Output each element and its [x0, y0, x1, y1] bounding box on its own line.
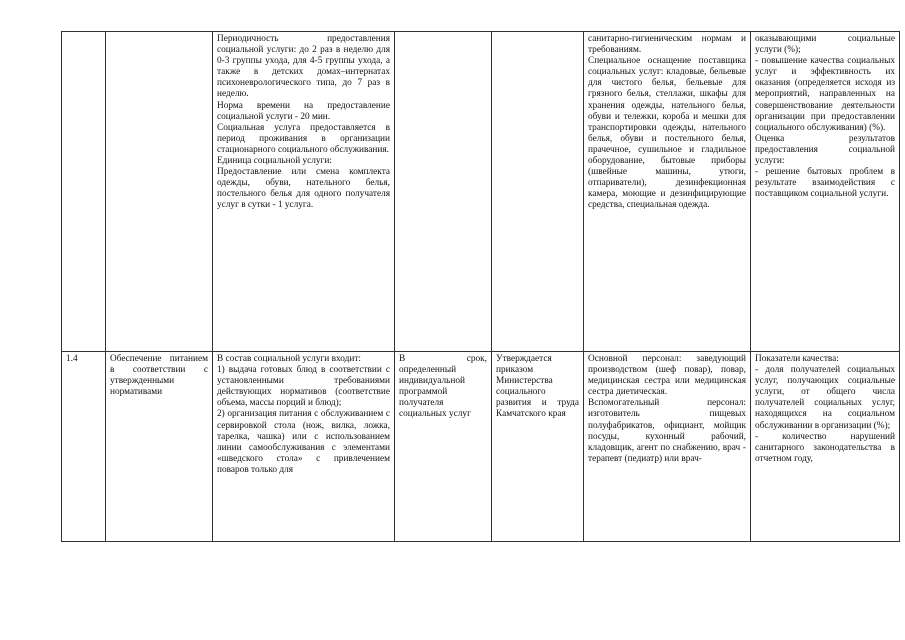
- service-name-cell: Обеспечение питанием в соответствии с утвержденными нормативами: [106, 352, 213, 542]
- table-row: [62, 32, 900, 352]
- service-indicators-cell: оказывающими социальные услуги (%); - повышение качества социальных услуг и эффективность их оказания (определяется исходя из мероприятий, направленных на совершенствование деятельности организации при предоставлении социального обслуживания) (%). Оценка результатов предоставления социальной услуги: - решение бытовых проблем в результате взаимодействия с поставщиком социальной услуги.: [751, 32, 900, 352]
- row-number-cell: [62, 32, 106, 352]
- row-number-cell: 1.4: [62, 352, 106, 542]
- service-name-cell: [106, 32, 213, 352]
- social-services-table: [61, 31, 900, 542]
- service-conditions-cell: санитарно-гигиеническим нормам и требованиям. Специальное оснащение поставщика социальных услуг: кладовые, бельевые для чистого белья, бельевые для грязного белья, стеллажи, шкафы для хранения одежды, нательного белья, обуви и тележки, короба и мешки для транспортировки одежды, нательного белья, обуви и постельного белья, прачечное, сушильное и гладильное оборудование, бытовые приборы (швейные машины, утюги, отпариватели), дезинфекционная камера, моющие и дезинфицирующие средства, специальная одежда.: [584, 32, 751, 352]
- service-description-cell: В состав социальной услуги входит: 1) выдача готовых блюд в соответствии с установленными требованиями действующих нормативов (соответствие объема, массы порций и блюд); 2) организация питания с обслуживанием с сервировкой стола (нож, вилка, ложка, тарелка, чашка) или с использованием линии самообслуживания с элементами «шведского стола» с привлечением поваров только для: [213, 352, 395, 542]
- service-tariff-cell: Утверждается приказом Министерства социального развития и труда Камчатского края: [492, 352, 584, 542]
- service-conditions-cell: Основной персонал: заведующий производством (шеф повар), повар, медицинская сестра или медицинская сестра диетическая. Вспомогательный персонал: изготовитель пищевых полуфабрикатов, официант, мойщик посуды, кухонный рабочий, кладовщик, агент по снабжению, врач - терапевт (педиатр) или врач-: [584, 352, 751, 542]
- service-indicators-cell: Показатели качества: - доля получателей социальных услуг, получающих социальные услуги, от общего числа получателей социальных услуг, находящихся на социальном обслуживании в организации (%); - количество нарушений санитарного законодательства в отчетном году,: [751, 352, 900, 542]
- service-term-cell: В срок, определенный индивидуальной программой получателя социальных услуг: [395, 352, 492, 542]
- service-tariff-cell: [492, 32, 584, 352]
- table-row: [62, 352, 900, 542]
- service-term-cell: [395, 32, 492, 352]
- service-description-cell: Периодичность предоставления социальной услуги: до 2 раз в неделю для 0-3 группы ухода, для 4-5 группы ухода, а также в детских домах–интернатах психоневрологического типа, до 7 раз в неделю. Норма времени на предоставление социальной услуги - 20 мин. Социальная услуга предоставляется в период проживания в организации стационарного социального обслуживания. Единица социальной услуги: Предоставление или смена комплекта одежды, обуви, нательного белья, постельного белья для одного получателя услуг в сутки - 1 услуга.: [213, 32, 395, 352]
